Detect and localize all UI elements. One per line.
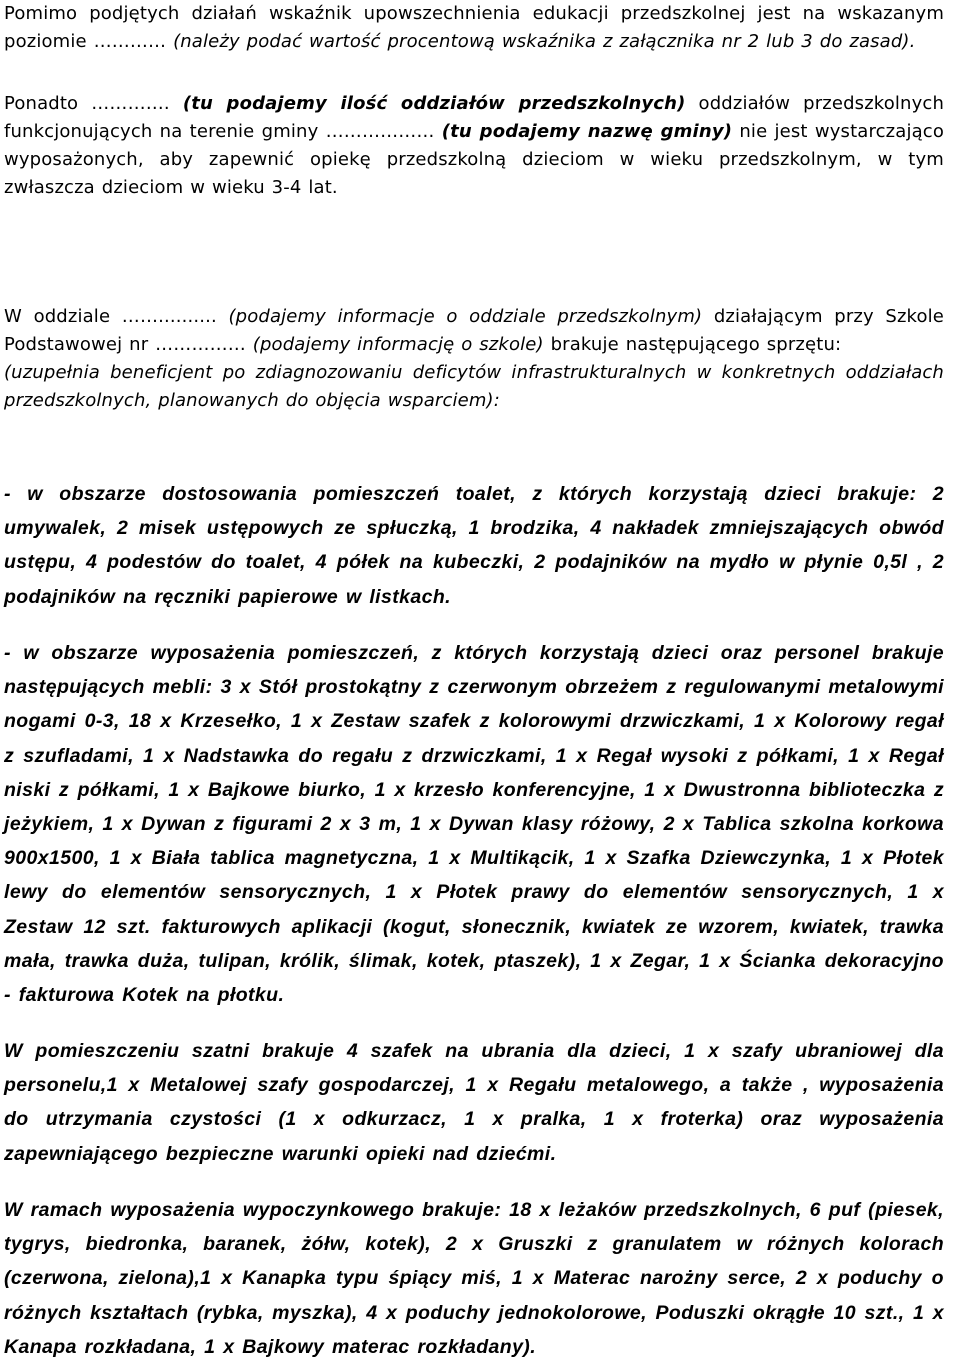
paragraph-branches: [4, 90, 944, 202]
paragraph-toilets: - w obszarze dostosowania pomieszczeń toalet, z których korzystają dzieci brakuje: 2 umywalek, 2 misek ustępowych ze spłuczką, 1 brodzika, 4 nakładek zmniejszających obwód ustępu, 4 podestów do toalet, 4 półek na kubeczki, 2 podajników na mydło w płynie 0,5l , 2 podajników na ręczniki papierowe w listkach.: [4, 483, 944, 608]
branch-text-c: działającym przy Szkole Podstawowej nr ……………: [4, 306, 945, 355]
indicator-lead-text: Pomimo podjętych działań wskaźnik upowszechnienia edukacji przedszkolnej jest na wskazanym poziomie …………: [4, 3, 944, 52]
branch-placeholder-info: (podajemy informacje o oddziale przedszkolnym): [228, 306, 703, 327]
branches-text-a: Ponadto ………….: [4, 93, 170, 114]
branch-placeholder-school: (podajemy informację o szkole): [252, 334, 544, 355]
branch-text-e: brakuje następującego sprzętu:: [550, 334, 842, 355]
branches-placeholder-municipality: (tu podajemy nazwę gminy): [441, 121, 733, 142]
paragraph-branch-details: [4, 303, 944, 415]
paragraph-cloakroom: W pomieszczeniu szatni brakuje 4 szafek na ubrania dla dzieci, 1 x szafy ubraniowej dla personelu,1 x Metalowej szafy gospodarczej, 1 x Regału metalowego, a także , wyposażenia do utrzymania czystości (1 x odkurzacz, 1 x pralka, 1 x froterka) oraz wyposażenia zapewniającego bezpieczne warunki opieki nad dziećmi.: [4, 1040, 944, 1165]
branches-text-e: nie jest wystarczająco wyposażonych, aby zapewnić opiekę przedszkolną dzieciom w wieku przedszkolnym, w tym zwłaszcza dzieciom w wieku 3-4 lat.: [4, 121, 944, 198]
branches-text-c: oddziałów przedszkolnych funkcjonujących na terenie gminy ………………: [4, 93, 945, 142]
paragraph-rest-equipment: W ramach wyposażenia wypoczynkowego brakuje: 18 x leżaków przedszkolnych, 6 puf (piesek, tygrys, biedronka, baranek, żółw, kotek), 2 x Gruszki z granulatem w różnych kolorach (czerwona, zielona),1 x Kanapka typu śpiący miś, 1 x Materac narożny serce, 2 x poduchy o różnych kształtach (rybka, myszka), 4 x poduchy jednokolorowe, Poduszki okrągłe 10 szt., 1 x Kanapa rozkładana, 1 x Bajkowy materac rozkładany).: [4, 1199, 944, 1358]
paragraph-indicator: [4, 0, 944, 56]
paragraph-furniture: - w obszarze wyposażenia pomieszczeń, z których korzystają dzieci oraz personel brakuje następujących mebli: 3 x Stół prostokątny z czerwonym obrzeżem z regulowanymi metalowymi nogami 0-3, 18 x Krzesełko, 1 x Zestaw szafek z kolorowymi drzwiczkami, 1 x Kolorowy regał z szufladami, 1 x Nadstawka do regału z drzwiczkami, 1 x Regał wysoki z półkami, 1 x Regał niski z półkami, 1 x Bajkowe biurko, 1 x krzesło konferencyjne, 1 x Dwustronna biblioteczka z jeżykiem, 1 x Dywan z figurami 2 x 3 m, 1 x Dywan klasy różowy, 2 x Tablica szkolna korkowa 900x1500, 1 x Biała tablica magnetyczna, 1 x Multikącik, 1 x Szafka Dziewczynka, 1 x Płotek lewy do elementów sensorycznych, 1 x Płotek prawy do elementów sensorycznych, 1 x Zestaw 12 szt. fakturowych aplikacji (kogut, słonecznik, kwiatek ze wzorem, kwiatek, trawka mała, trawka duża, tulipan, królik, ślimak, kotek, ptaszek), 1 x Zegar, 1 x Ścianka dekoracyjno - fakturowa Kotek na płotku.: [4, 642, 944, 1007]
branch-instruction: (uzupełnia beneficjent po zdiagnozowaniu deficytów infrastrukturalnych w konkretnych oddziałach przedszkolnych, planowanych do objęcia wsparciem):: [4, 362, 944, 411]
indicator-note: (należy podać wartość procentową wskaźnika z załącznika nr 2 lub 3 do zasad).: [173, 31, 916, 52]
branch-text-a: W oddziale ……..........: [4, 306, 217, 327]
branches-placeholder-count: (tu podajemy ilość oddziałów przedszkolnych): [182, 93, 686, 114]
